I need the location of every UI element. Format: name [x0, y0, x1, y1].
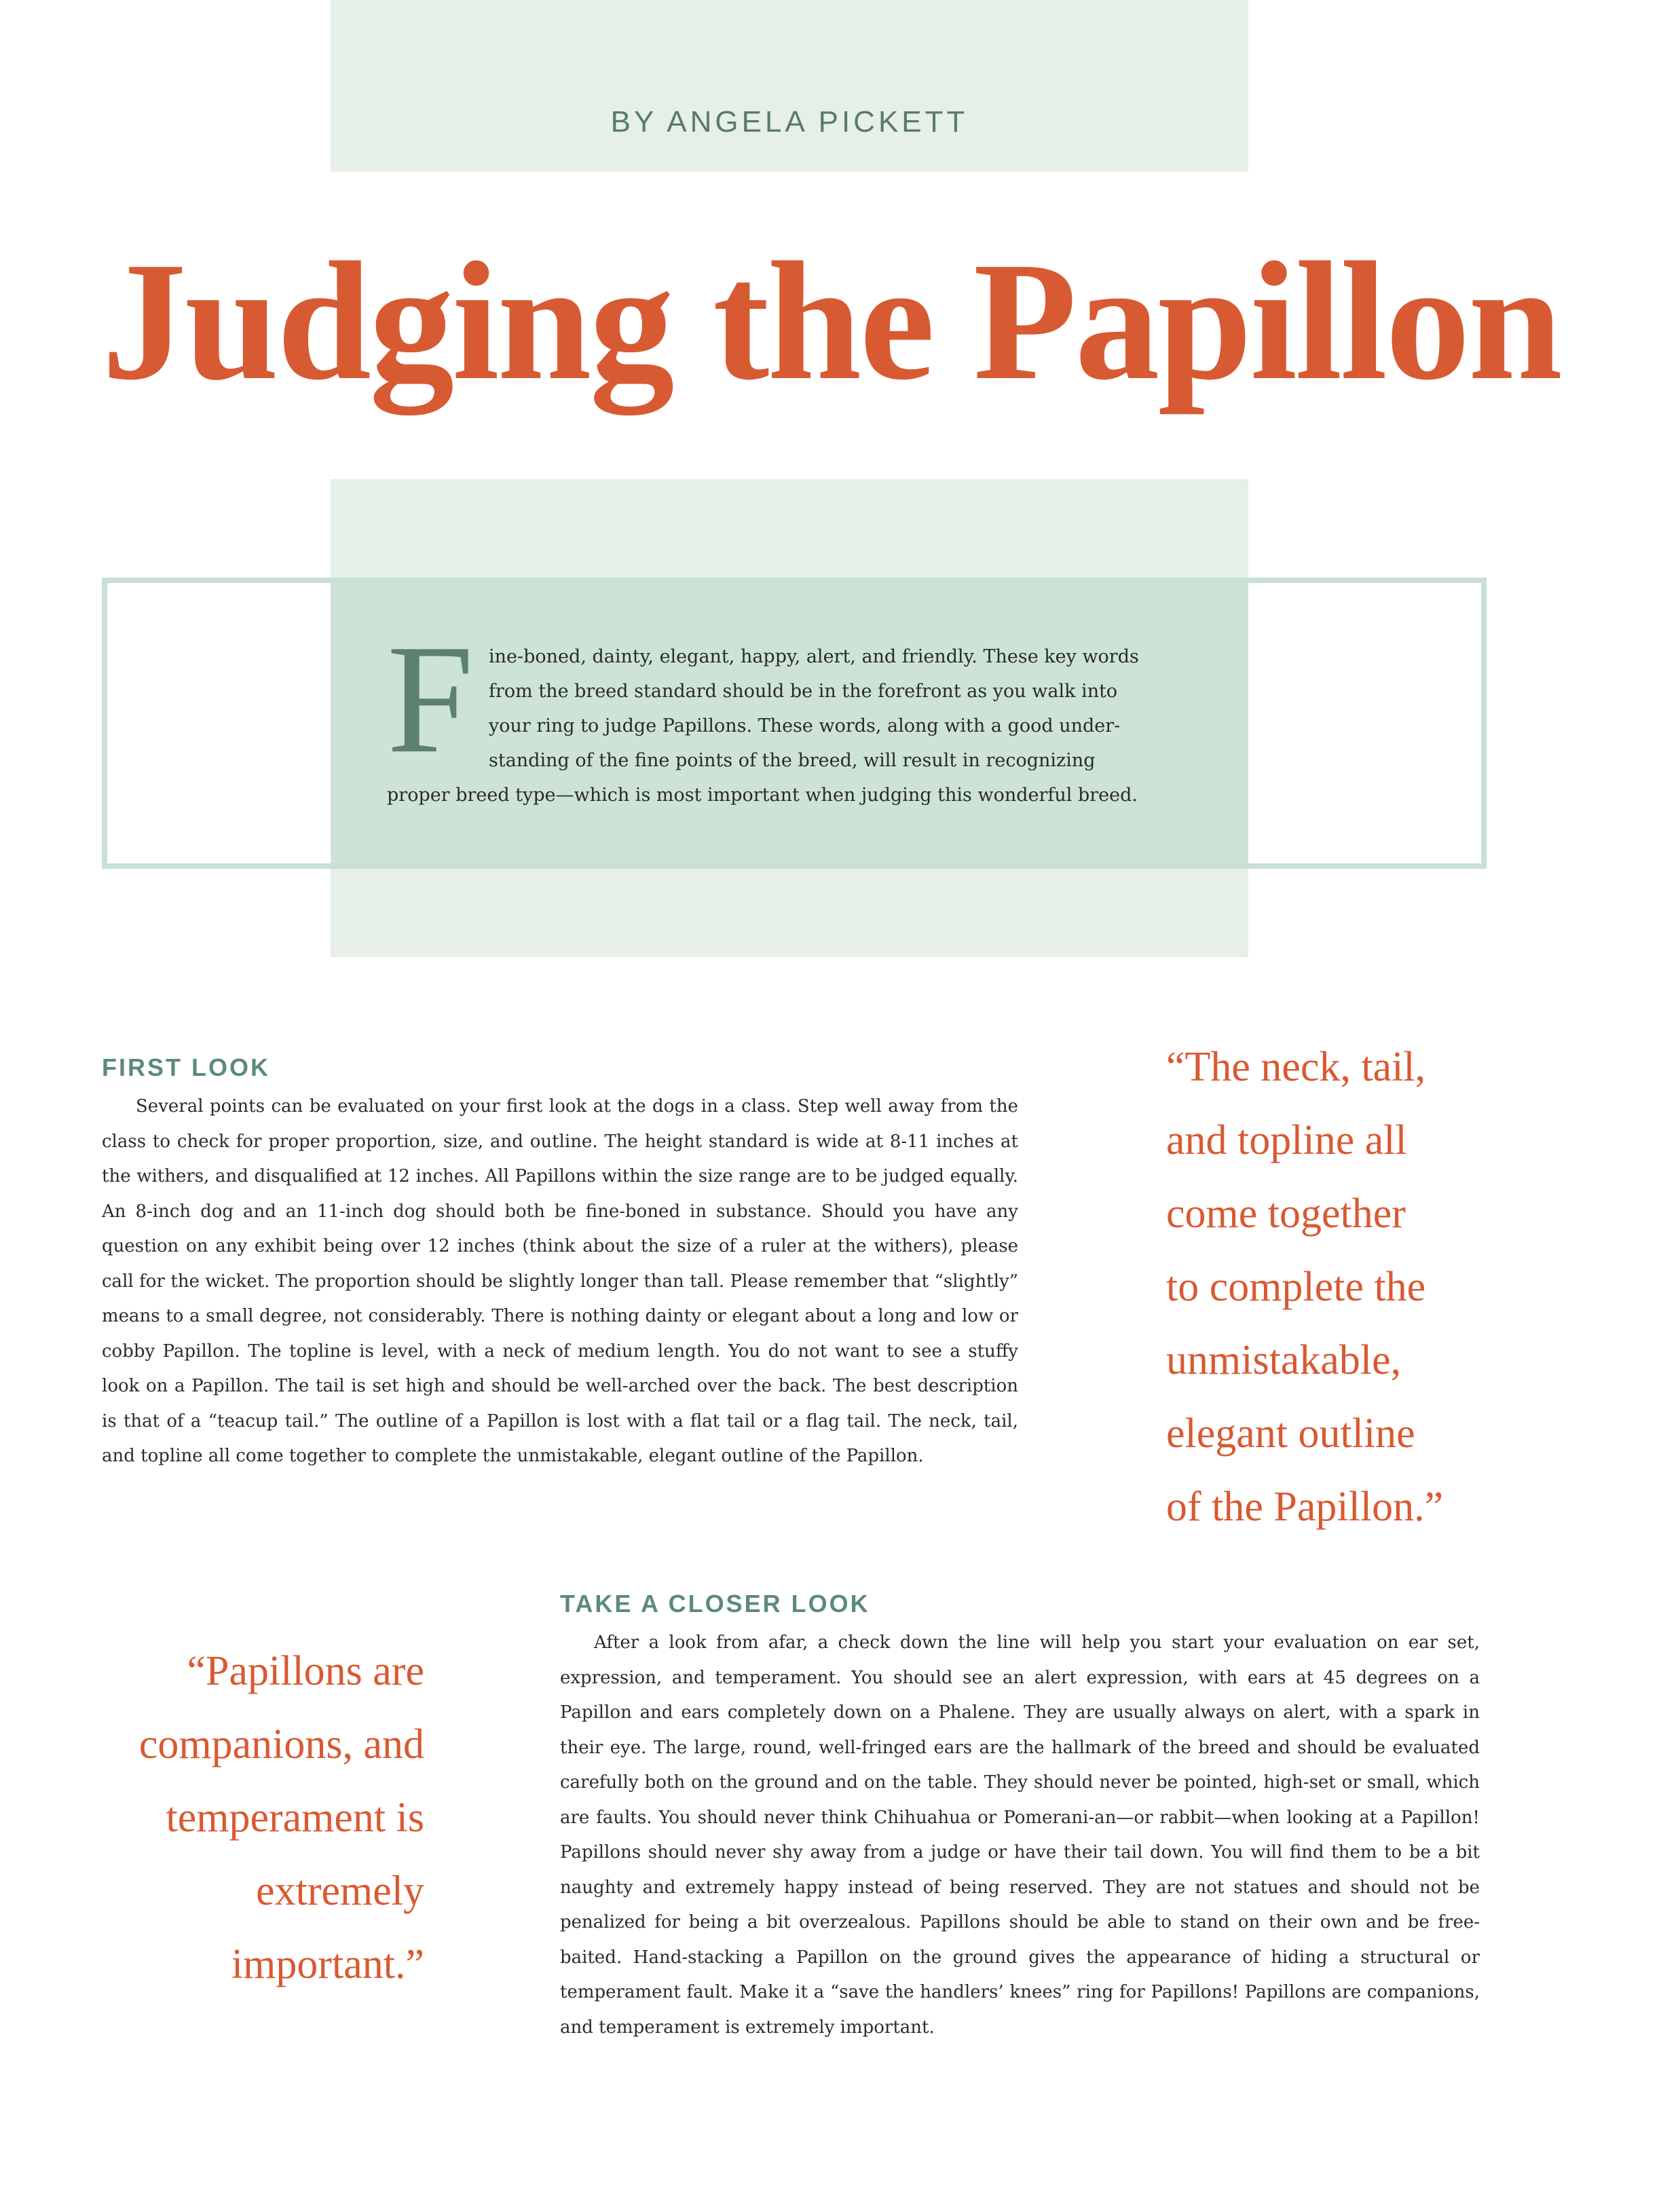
intro-line: standing of the fine points of the breed, will result in recognizing: [489, 750, 1096, 771]
body-paragraph: Several points can be evaluated on your first look at the dogs in a class. Step well away from the class to check for proper proportion, size, and outline. The height standard is wide at 8-11 inches at the withers, and disqualified at 12 inches. All Papillons within the size range are to be judged equally. An 8-inch dog and an 11-inch dog should both be fine-boned in substance. Should you have any question on any exhibit being over 12 inches (think about the size of a ruler at the withers), please call for the wicket. The proportion should be slightly longer than tall. Please remember that “slightly” means to a small degree, not considerably. There is nothing dainty or elegant about a long and low or cobby Papillon. The topline is level, with a neck of medium length. You do not want to see a stuffy look on a Papillon. The tail is set high and should be well-arched over the back. The best description is that of a “teacup tail.” The outline of a Papillon is lost with a flat tail or a flag tail. The neck, tail, and topline all come together to complete the unmistakable, elegant outline of the Papillon.: [102, 1096, 1018, 1466]
intro-line: ine-boned, dainty, elegant, happy, alert, and friendly. These key words: [489, 646, 1139, 667]
intro-line: from the breed standard should be in the forefront as you walk into: [489, 681, 1118, 702]
quote-line: temperament is: [166, 1795, 424, 1841]
section-heading-first-look: FIRST LOOK: [102, 1053, 270, 1081]
quote-line: important.”: [231, 1941, 424, 1987]
section-body-first-look: [102, 1089, 1018, 1474]
quote-line: of the Papillon.”: [1166, 1484, 1444, 1530]
intro-paragraph: [387, 639, 1195, 812]
quote-line: “The neck, tail,: [1166, 1044, 1426, 1090]
section-body-closer-look: [560, 1626, 1480, 2045]
section-heading-closer-look: TAKE A CLOSER LOOK: [560, 1590, 870, 1617]
quote-line: elegant outline: [1166, 1410, 1415, 1457]
quote-line: “Papillons are: [187, 1648, 424, 1694]
quote-line: come together: [1166, 1191, 1406, 1237]
page-title: Judging the Papillon: [102, 227, 1561, 415]
intro-line: proper breed type—which is most important when judging this wonderful breed.: [387, 785, 1138, 806]
pull-quote-neck-tail: [1166, 1030, 1587, 1543]
quote-line: and topline all: [1166, 1117, 1407, 1163]
byline-panel: [331, 0, 1248, 172]
quote-line: extremely: [256, 1868, 424, 1914]
body-paragraph: After a look from afar, a check down the line will help you start your evaluation on ear set, expression, and temperament. You should see an alert expression, with ears at 45 degrees on a Papillon and ears completely down on a Phalene. They are usually always on alert, with a spark in their eye. The large, round, well-fringed ears are the hallmark of the breed and should be evaluated carefully both on the ground and on the table. They should never be pointed, high-set or small, which are faults. You should never think Chihuahua or Pomerani-an—or rabbit—when looking at a Papillon! Papillons should never shy away from a judge or have their tail down. You will find them to be a bit naughty and extremely happy instead of being reserved. They are not statues and should not be penalized for being a bit overzealous. Papillons should be able to stand on their own and be free-baited. Hand-stacking a Papillon on the ground gives the appearance of hiding a structural or temperament fault. Make it a “save the handlers’ knees” ring for Papillons! Papillons are companions, and temperament is extremely important.: [560, 1632, 1480, 2038]
quote-line: to complete the: [1166, 1264, 1426, 1310]
quote-line: companions, and: [138, 1721, 424, 1767]
drop-cap: F: [387, 612, 474, 785]
byline: BY ANGELA PICKETT: [610, 105, 969, 138]
pull-quote-companions: [61, 1634, 424, 2001]
intro-line: your ring to judge Papillons. These words, along with a good under-: [489, 715, 1121, 736]
quote-line: unmistakable,: [1166, 1337, 1402, 1383]
